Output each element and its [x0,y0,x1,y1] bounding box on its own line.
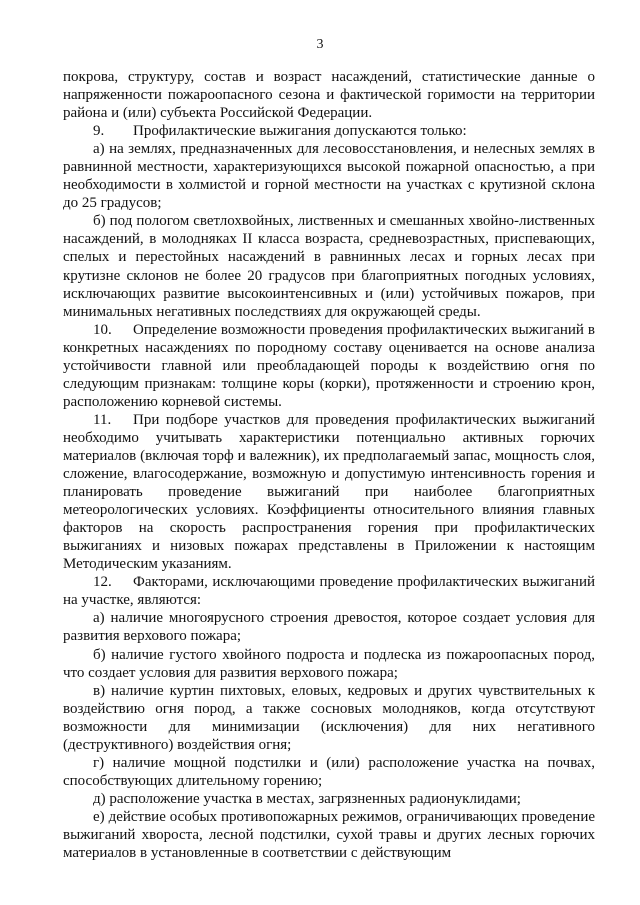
paragraph-number: 9. [93,123,105,140]
numbered-paragraph-9 [63,122,595,140]
paragraph-text: а) на землях, предназначенных для лесовосстановления, и нелесных землях в равнинной местности, характеризующихся высокой пожарной опасностью, а при необходимости в холмистой и горной местности на участках с крутизной склона до 25 градусов; [63,141,595,212]
paragraph-number: 11. [93,411,112,428]
paragraph-text: а) наличие многоярусного строения древостоя, которое создает условия для развития верхового пожара; [63,610,595,645]
paragraph-text: е) действие особых противопожарных режимов, ограничивающих проведение выжиганий хвороста, лесной подстилки, сухой травы и других лесных горючих материалов в установленные в соответствии с действующим [63,808,595,862]
list-item [63,682,595,754]
paragraph-text: г) наличие мощной подстилки и (или) расположение участка на почвах, способствующих длительному горению; [63,754,595,789]
paragraph-text: покрова, структуру, состав и возраст насаждений, статистические данные о напряженности пожароопасного сезона и фактической горимости на территории района и (или) субъекта Российской Федерации. [63,69,595,122]
list-item [63,212,595,320]
paragraph-text: Профилактические выжигания допускаются только: [133,123,467,140]
paragraph-text: Определение возможности проведения профилактических выжиганий в конкретных насаждениях по породному составу оценивается на основе анализа устойчивости главной или преобладающей породы к воздействию огня по следующим признакам: толщине коры (корки), протяженности и строению крон, расположению корневой системы. [63,321,595,410]
list-item [63,754,595,790]
paragraph [63,68,595,122]
paragraph-text: При подборе участков для проведения профилактических выжиганий необходимо учитывать характеристики потенциально активных горючих материалов (включая торф и валежник), их предполагаемый запас, мощность слоя, сложение, влагосодержание, возможную и допустимую интенсивность горения и планировать проведение выжиганий при наиболее благоприятных метеорологических условиях. Коэффициенты относительного влияния главных факторов на скорость распространения горения при профилактических выжиганиях и низовых пожарах представлены в Приложении к настоящим Методическим указаниям. [63,411,595,573]
page-number: 3 [316,37,324,52]
paragraph-text: в) наличие куртин пихтовых, еловых, кедровых и других чувствительных к воздействию огня пород, а также сосновых молодняков, когда отсутствуют возможности для минимизации (исключения) для них негативного (деструктивного) воздействия огня; [63,682,595,753]
paragraph-text: д) расположение участка в местах, загрязненных радионуклидами; [93,790,521,807]
numbered-paragraph-12 [63,573,595,609]
paragraph-text: б) под пологом светлохвойных, лиственных и смешанных хвойно-лиственных насаждений, в молодняках II класса возраста, средневозрастных, приспевающих, спелых и перестойных насаждений в равнинных лесах и горных лесах при крутизне склонов не более 20 градусов при благоприятных погодных условиях, исключающих развитие высокоинтенсивных и (или) устойчивых пожаров, при минимальных негативных последствиях для окружающей среды. [63,213,595,320]
list-item [63,808,595,862]
list-item [63,646,595,682]
numbered-paragraph-11 [63,411,595,573]
list-item [63,140,595,212]
paragraph-number: 10. [93,321,112,338]
list-item [63,609,595,645]
paragraph-text: Факторами, исключающими проведение профилактических выжиганий на участке, являются: [63,574,595,609]
document-body [63,68,595,862]
paragraph-text: б) наличие густого хвойного подроста и подлеска из пожароопасных пород, что создает условия для развития верхового пожара; [63,646,595,681]
list-item [63,790,595,808]
paragraph-number: 12. [93,574,112,591]
numbered-paragraph-10 [63,321,595,411]
